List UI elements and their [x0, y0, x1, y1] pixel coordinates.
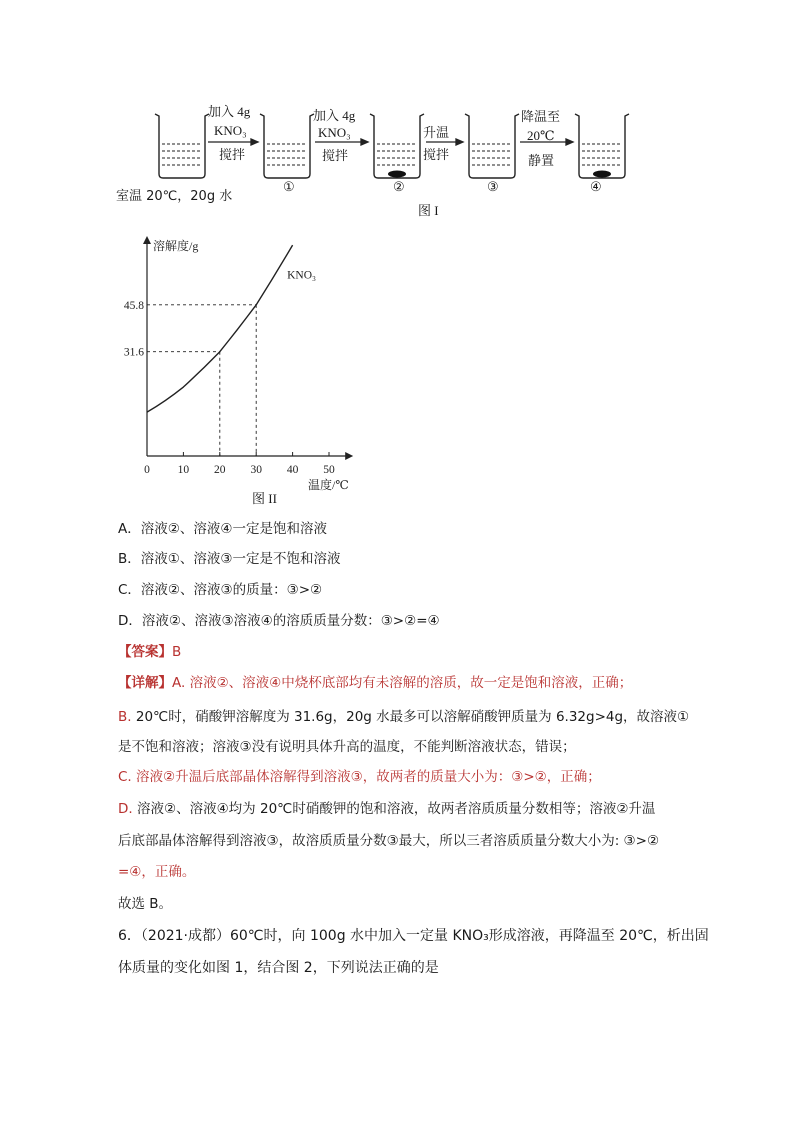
detail-line-4: C. 溶液②升温后底部晶体溶解得到溶液③，故两者的质量大小为：③>②，正确； — [118, 769, 601, 785]
beaker-label-3: ③ — [487, 179, 499, 194]
detail-label: 【详解】 — [118, 675, 172, 691]
conclusion: 故选 B。 — [118, 896, 173, 912]
beaker-2 — [370, 114, 424, 178]
answer-value: B — [172, 644, 182, 660]
x-tick-label-0: 0 — [144, 464, 150, 476]
beaker-1 — [260, 114, 314, 178]
step-4-bottom: 静置 — [528, 153, 555, 168]
step-3-bottom: 搅拌 — [423, 147, 450, 162]
option-b: B．溶液①、溶液③一定是不饱和溶液 — [118, 551, 341, 567]
option-a: A．溶液②、溶液④一定是饱和溶液 — [118, 521, 327, 537]
detail-line-2: B. 20℃时，硝酸钾溶解度为 31.6g，20g 水最多可以溶解硝酸钾质量为 6.32g>4g，故溶液① — [118, 709, 690, 725]
beaker-label-4: ④ — [590, 179, 602, 194]
y-axis-label: 溶解度/g — [153, 239, 199, 253]
step-2-top: 加入 4g — [313, 108, 356, 123]
detail-line-6: 后底部晶体溶解得到溶液③，故溶质质量分数③最大，所以三者溶质质量分数大小为: ③>② — [118, 833, 660, 849]
step-4-mid: 20℃ — [527, 128, 555, 143]
beaker-3 — [465, 114, 519, 178]
beaker-label-1: ① — [283, 179, 295, 194]
x-tick-label-30: 30 — [250, 464, 262, 476]
x-tick-label-50: 50 — [323, 464, 335, 476]
series-label: KNO₃ — [287, 269, 317, 282]
figure-2-caption: 图 II — [252, 491, 277, 506]
answer-label: 【答案】 — [118, 644, 172, 660]
option-d: D．溶液②、溶液③溶液④的溶质质量分数：③>②=④ — [118, 613, 440, 629]
answer — [118, 642, 181, 662]
step-3-top: 升温 — [423, 125, 450, 140]
step-1-bottom: 搅拌 — [219, 147, 246, 162]
detail-line-5: D. 溶液②、溶液④均为 20℃时硝酸钾的饱和溶液，故两者溶质质量分数相等；溶液②升温 — [118, 801, 656, 817]
figure-1-caption: 图 I — [418, 203, 439, 218]
y-axis-arrow — [143, 236, 151, 244]
detail-line-3: 是不饱和溶液；溶液③没有说明具体升高的温度，不能判断溶液状态，错误； — [118, 739, 576, 755]
step-4-top: 降温至 — [521, 109, 561, 124]
y-tick-label-45.8: 45.8 — [123, 299, 144, 312]
solubility-chart — [110, 228, 370, 508]
start-label: 室温 20℃，20g 水 — [116, 189, 233, 204]
step-2-mid: KNO₃ — [318, 125, 351, 140]
x-axis-label: 温度/℃ — [308, 478, 349, 492]
beaker-label-2: ② — [393, 179, 405, 194]
y-tick-label-31.6: 31.6 — [123, 346, 144, 359]
x-tick-label-40: 40 — [286, 464, 299, 476]
step-1-top: 加入 4g — [208, 104, 251, 119]
x-tick-label-10: 10 — [177, 464, 190, 476]
beaker-4 — [575, 114, 629, 178]
question-6-line-2: 体质量的变化如图 1，结合图 2，下列说法正确的是 — [118, 960, 439, 976]
step-2-bottom: 搅拌 — [322, 148, 349, 163]
x-tick-label-20: 20 — [214, 464, 226, 476]
detail-line-1 — [118, 673, 632, 693]
question-6-line-1: 6．（2021·成都）60℃时，向 100g 水中加入一定量 KNO₃形成溶液，再降温至 20℃，析出固 — [118, 928, 709, 944]
beaker-start — [155, 114, 209, 178]
detail-line-7: =④，正确。 — [118, 864, 196, 880]
kno3-curve — [147, 245, 293, 412]
step-1-mid: KNO₃ — [214, 123, 247, 138]
x-axis-arrow — [345, 452, 353, 460]
option-c: C．溶液②、溶液③的质量：③>② — [118, 582, 323, 598]
detail-text-1: A. 溶液②、溶液④中烧杯底部均有未溶解的溶质，故一定是饱和溶液，正确； — [172, 675, 633, 691]
